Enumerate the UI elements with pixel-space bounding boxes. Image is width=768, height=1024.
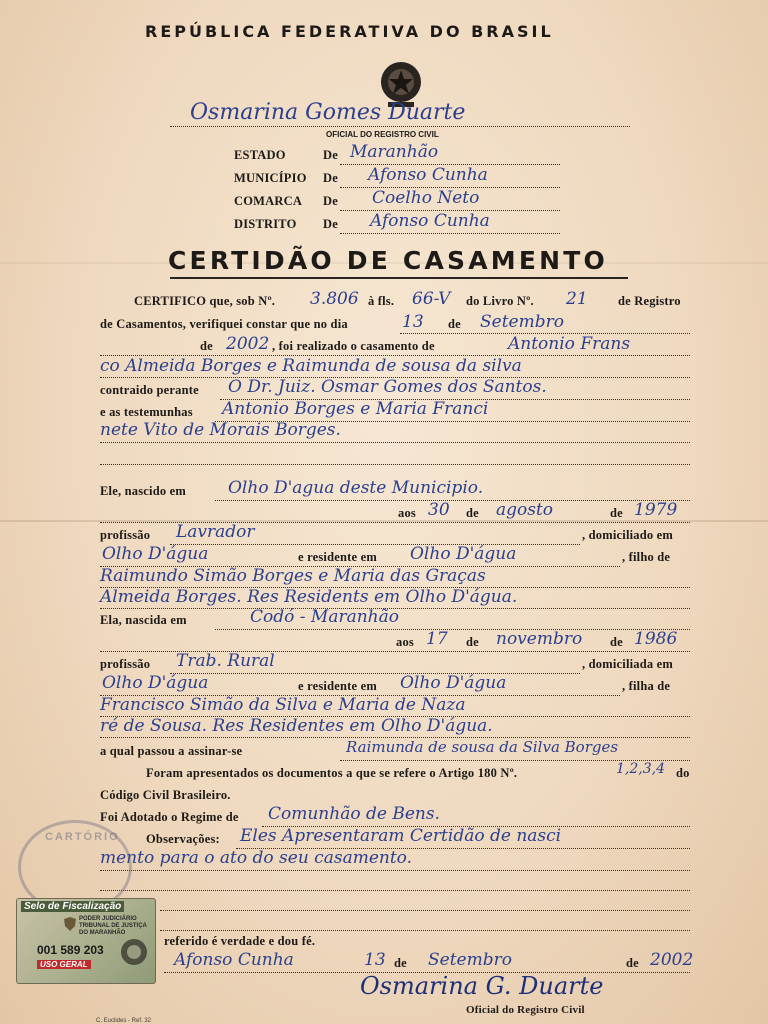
ele-profissao-value: Lavrador (176, 522, 255, 542)
observacoes-label: Observações: (146, 832, 220, 846)
ele-dia: 30 (428, 500, 450, 520)
ele-filho-label: , filho de (622, 550, 671, 564)
ela-de2: de (610, 635, 623, 649)
ela-profissao-value: Trab. Rural (176, 651, 275, 671)
documentos-label: Foram apresentados os documentos a que se refere o Artigo 180 Nº. (146, 766, 518, 780)
ele-residente-value: Olho D'água (410, 544, 517, 564)
comarca-value: Coelho Neto (372, 188, 480, 208)
documentos-numero: 1,2,3,4 (616, 761, 665, 777)
ela-nascida-label: Ela, nascida em (100, 613, 187, 627)
verdade-label: referido é verdade e dou fé. (164, 934, 316, 948)
page-title: CERTIDÃO DE CASAMENTO (168, 246, 608, 275)
testemunhas2-line (100, 442, 690, 443)
livro-label: do Livro Nº. (466, 294, 534, 308)
contraido-value: O Dr. Juiz. Osmar Gomes dos Santos. (228, 377, 547, 397)
ela-residente-value: Olho D'água (400, 673, 507, 693)
ele-domiciliado-value: Olho D'água (102, 544, 209, 564)
ela-aos-label: aos (396, 635, 414, 649)
fls-label: à fls. (368, 294, 395, 308)
distrito-prefix: De (323, 217, 338, 231)
casamento-de2: de (200, 339, 213, 353)
footer-local: Afonso Cunha (174, 950, 294, 970)
contraido-label: contraido perante (100, 383, 199, 397)
estado-prefix: De (323, 148, 338, 162)
footer-oficial-label: Oficial do Registro Civil (466, 1004, 585, 1016)
casamento-mes: Setembro (480, 312, 564, 332)
ele-nascido-label: Ele, nascido em (100, 484, 186, 498)
regime-value: Comunhão de Bens. (268, 804, 440, 824)
ele-nascido-line (215, 500, 690, 501)
seal-issuer (79, 916, 147, 937)
footer-de2: de (626, 956, 639, 970)
termo-number: 3.806 (310, 289, 359, 309)
country-header: REPÚBLICA FEDERATIVA DO BRASIL (145, 22, 554, 41)
seal-line2: TRIBUNAL DE JUSTIÇA (79, 923, 147, 929)
ela-pais-line1: Francisco Simão da Silva e Maria de Naza (100, 695, 466, 715)
ela-assinar-value: Raimunda de sousa da Silva Borges (346, 738, 619, 756)
ela-residente-label: e residente em (298, 679, 377, 693)
verifiquei-label: de Casamentos, verifiquei constar que no dia (100, 317, 348, 331)
testemunhas-label: e as testemunhas (100, 405, 193, 419)
ele-de1: de (466, 506, 479, 520)
estado-value: Maranhão (350, 142, 439, 162)
ele-de2: de (610, 506, 623, 520)
ela-domiciliada-label: , domiciliada em (582, 657, 674, 671)
regime-label: Foi Adotado o Regime de (100, 810, 239, 824)
ela-nascida-value: Codó - Maranhão (250, 607, 399, 627)
municipio-value: Afonso Cunha (368, 165, 488, 185)
comarca-prefix: De (323, 194, 338, 208)
officer-role-label: OFICIAL DO REGISTRO CIVIL (326, 130, 439, 139)
ele-domiciliado-label: , domiciliado em (582, 528, 674, 542)
observacoes-line2: mento para o ato do seu casamento. (100, 848, 413, 868)
officer-signature: Osmarina G. Duarte (360, 972, 604, 1000)
blank-line (160, 910, 690, 911)
casamento-dia: 13 (402, 312, 424, 332)
ele-profissao-line (170, 544, 580, 545)
title-underline (170, 277, 628, 279)
ele-pais-line2: Almeida Borges. Res Residents em Olho D'água. (100, 587, 518, 607)
estado-label: ESTADO (234, 148, 286, 162)
ela-pais-line2: ré de Sousa. Res Residentes em Olho D'água. (100, 716, 493, 736)
distrito-label: DISTRITO (234, 217, 297, 231)
blank-line (160, 930, 690, 931)
ele-mes: agosto (496, 500, 554, 520)
ele-nascido-value: Olho D'agua deste Municipio. (228, 478, 484, 498)
certifico-label: CERTIFICO que, sob Nº. (134, 294, 276, 308)
ela-nascida-line (215, 629, 690, 630)
testemunhas-line2: nete Vito de Morais Borges. (100, 420, 341, 440)
registro-label: de Registro (618, 294, 681, 308)
fls-value: 66-V (412, 289, 451, 309)
livro-value: 21 (566, 289, 588, 309)
ela-assinar-label: a qual passou a assinar-se (100, 744, 243, 758)
codigo-civil-label: Código Civil Brasileiro. (100, 788, 231, 802)
ela-filha-label: , filha de (622, 679, 671, 693)
officer-name: Osmarina Gomes Duarte (190, 100, 466, 125)
stamp-text: CARTÓRIO (45, 831, 120, 843)
seal-title: Selo de Fiscalização (21, 901, 124, 912)
shield-icon (63, 916, 77, 932)
ela-de1: de (466, 635, 479, 649)
ele-aos-label: aos (398, 506, 416, 520)
seal-usage: USO GERAL (37, 960, 91, 969)
casamento-de1: de (448, 317, 461, 331)
printer-note: C. Euclides - Ref. 32 (96, 1018, 152, 1024)
footer-ano: 2002 (650, 950, 694, 970)
blank-line (100, 890, 690, 891)
ela-mes: novembro (496, 629, 583, 649)
seal-number: 001 589 203 (37, 943, 104, 957)
realizado-label: , foi realizado o casamento de (272, 339, 435, 353)
ele-pais-line1: Raimundo Simão Borges e Maria das Graças (100, 566, 486, 586)
documentos-do: do (676, 766, 690, 780)
blank-line (100, 464, 690, 465)
ela-profissao-label: profissão (100, 657, 151, 671)
hologram-icon (119, 937, 149, 967)
officer-name-line (170, 126, 630, 127)
ela-profissao-line (170, 673, 580, 674)
comarca-label: COMARCA (234, 194, 303, 208)
footer-dia: 13 (364, 950, 386, 970)
testemunhas-line1: Antonio Borges e Maria Franci (222, 399, 489, 419)
observacoes2-line (100, 870, 690, 871)
distrito-line (340, 233, 560, 234)
ele-residente-label: e residente em (298, 550, 377, 564)
seal-line3: DO MARANHÃO (79, 930, 126, 936)
footer-mes: Setembro (428, 950, 512, 970)
ela-dia: 17 (426, 629, 448, 649)
municipio-label: MUNICÍPIO (234, 171, 307, 185)
municipio-prefix: De (323, 171, 338, 185)
ela-ano: 1986 (634, 629, 678, 649)
fiscal-seal (16, 898, 156, 984)
distrito-value: Afonso Cunha (370, 211, 490, 231)
seal-line1: PODER JUDICIÁRIO (79, 916, 137, 922)
casamento-ano: 2002 (226, 334, 270, 354)
ele-ano: 1979 (634, 500, 678, 520)
ele-profissao-label: profissão (100, 528, 151, 542)
ela-domiciliada-value: Olho D'água (102, 673, 209, 693)
noivos-line2: co Almeida Borges e Raimunda de sousa da silva (100, 356, 522, 376)
footer-de1: de (394, 956, 407, 970)
noivos-line1: Antonio Frans (508, 334, 631, 354)
observacoes-line1: Eles Apresentaram Certidão de nasci (240, 826, 562, 846)
